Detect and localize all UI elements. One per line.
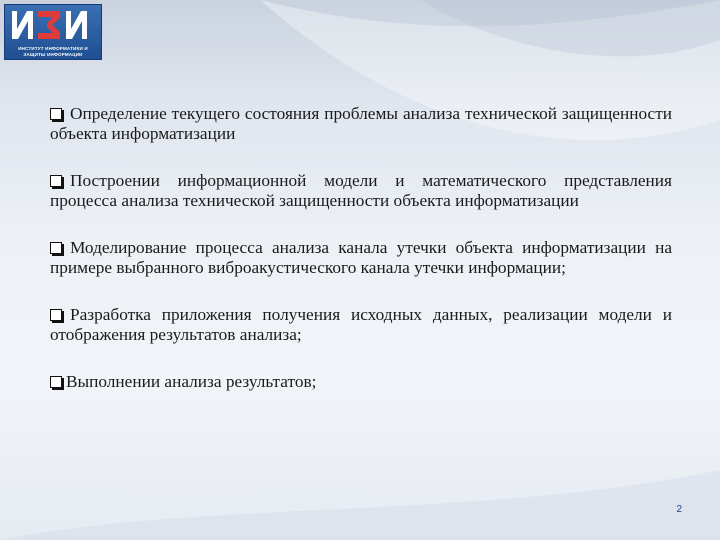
list-item [50,372,672,392]
list-item-text: Выполнении анализа результатов; [66,372,317,391]
list-item-text: Построении информационной модели и математического представления процесса анализа технической защищенности объекта информатизации [50,171,672,210]
logo-caption-line2: ЗАЩИТЫ ИНФОРМАЦИИ [23,52,83,57]
checkbox-bullet-icon [50,108,62,120]
list-item-text: Разработка приложения получения исходных данных, реализации модели и отображения результатов анализа; [50,305,672,344]
logo-caption-line1: ИНСТИТУТ ИНФОРМАТИКИ И [18,46,88,51]
list-item [50,238,672,278]
page-number: 2 [676,504,682,515]
logo-mark-icon [5,5,101,45]
checkbox-bullet-icon [50,175,62,187]
bullet-list [50,104,672,392]
institute-logo [4,4,102,60]
list-item-text: Определение текущего состояния проблемы анализа технической защищенности объекта информатизации [50,104,672,143]
checkbox-bullet-icon [50,242,62,254]
checkbox-bullet-icon [50,309,62,321]
list-item [50,104,672,144]
list-item [50,305,672,345]
list-item-text: Моделирование процесса анализа канала утечки объекта информатизации на примере выбранного виброакустического канала утечки информации; [50,238,672,277]
list-item [50,171,672,211]
checkbox-bullet-icon [50,376,62,388]
